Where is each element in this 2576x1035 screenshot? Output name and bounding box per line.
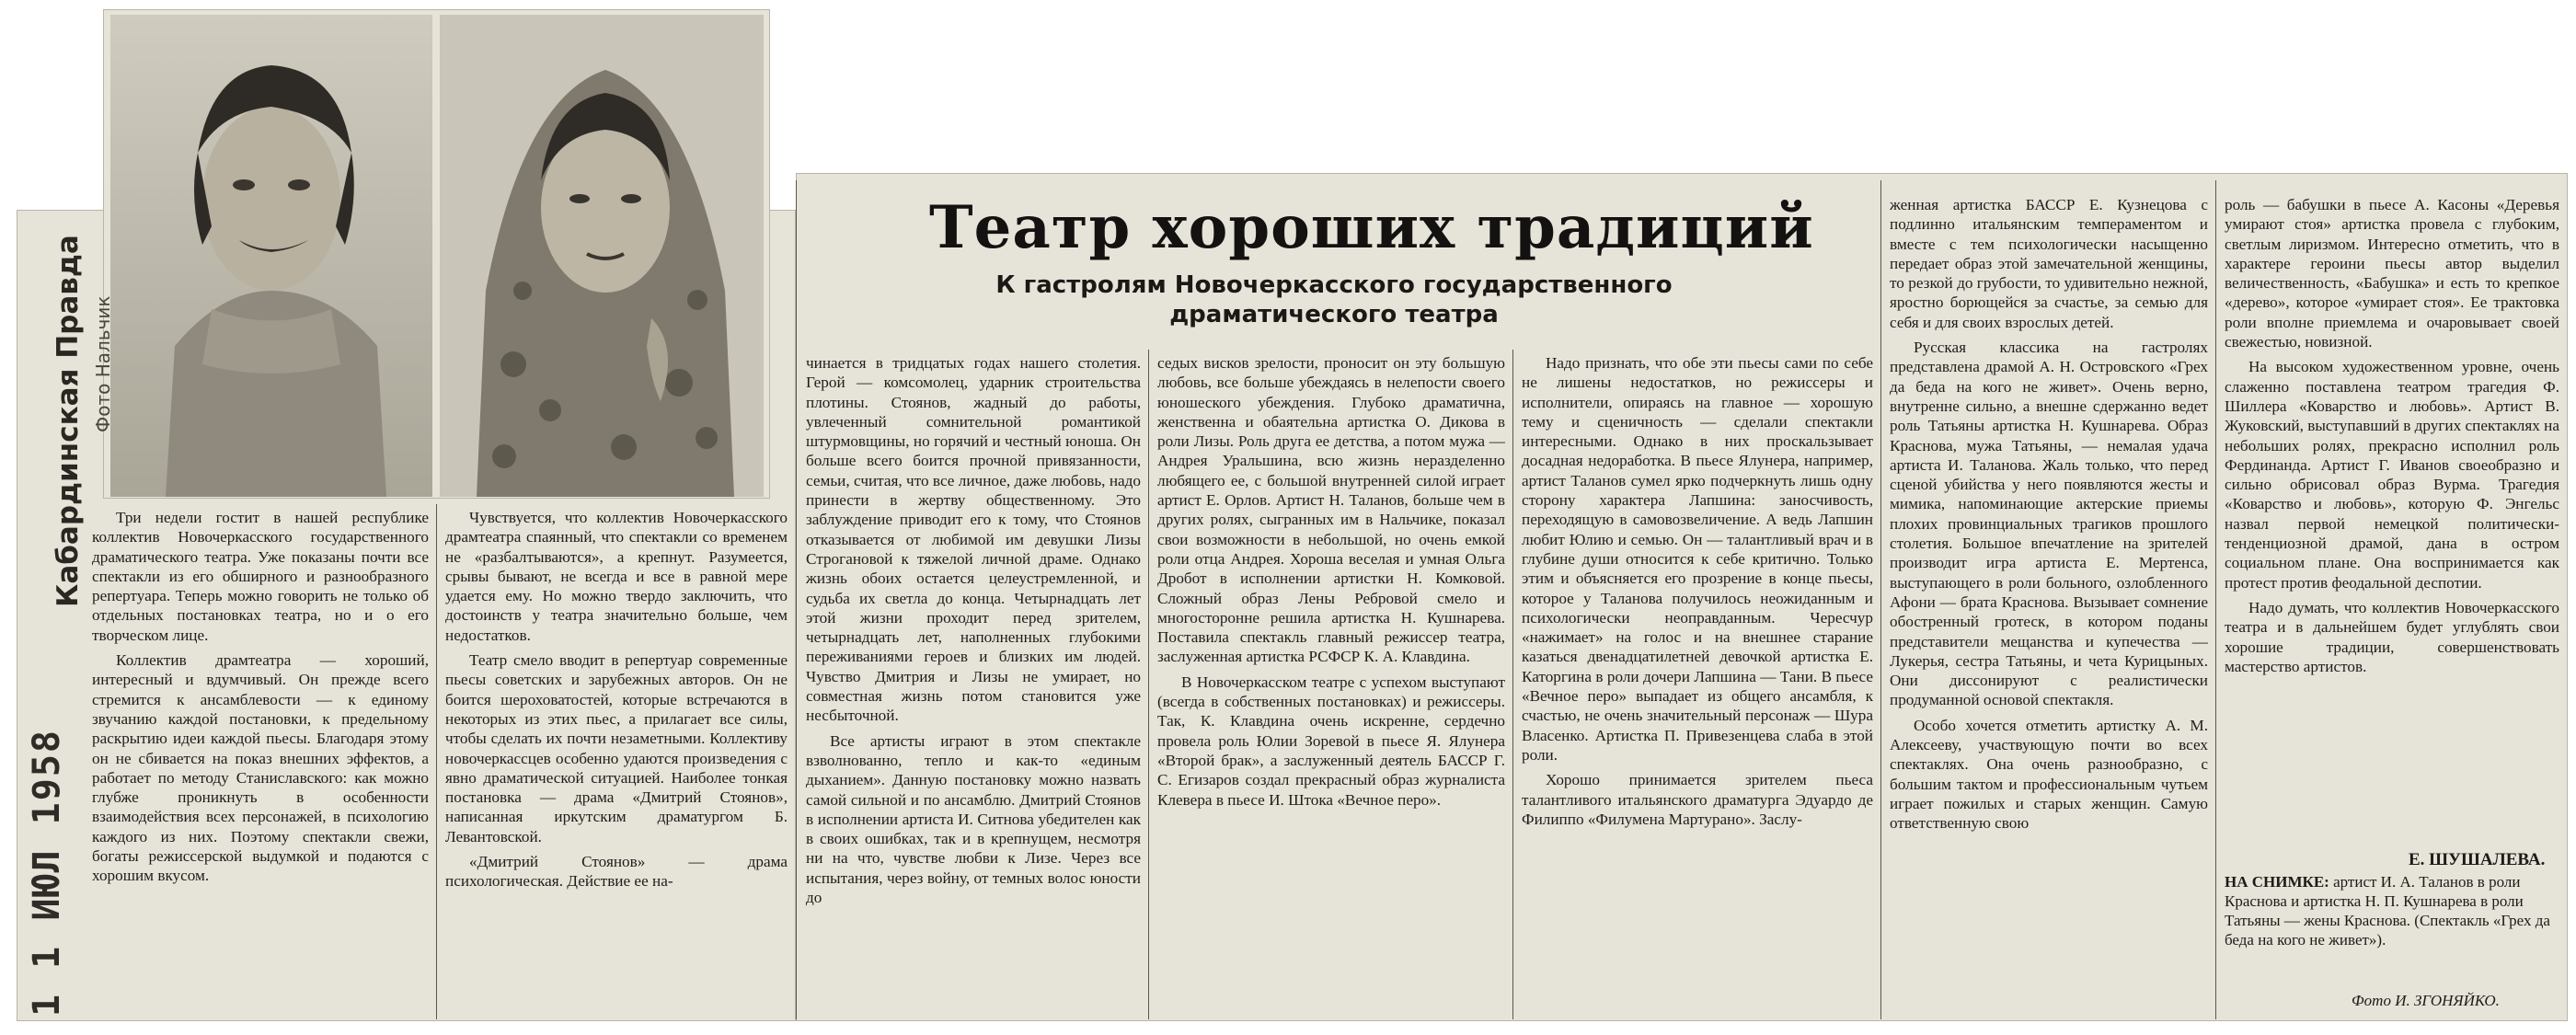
photo-credit: Фото И. ЗГОНЯЙКО.: [2352, 992, 2500, 1009]
paragraph: В Новочеркасском театре с успехом выступают (всегда в собственных постановках) и режиссеры. Так, К. Клавдина очень искренне, сердечно провела роль Юлии Зоревой в пьесе Я. Ялунера «Второй брак», а заслуженный деятель БАССР Г. С. Егизаров создал прекрасный образ журналиста Клевера в пьесе И. Штока «Вечное перо».: [1157, 673, 1505, 809]
photo-caption: [2225, 872, 2559, 949]
column-rule: [2215, 180, 2216, 1019]
paragraph: На высоком художественном уровне, очень слаженно поставлена театром трагедия Ф. Шиллера «Коварство и любовь». Артист В. Жуковский, выступавший в других спектаклях на небольших ролях, прекрасно исполнил роль Фердинанда. Артист Г. Иванов своеобразно и сильно обрисовал образ Вурма. Трагедия «Коварство и любовь», которую Ф. Энгельс назвал первой немецкой политически-тенденциозной драмой, дана в остром социальном плане. Она воспринимается как протест против феодальной деспотии.: [2225, 358, 2559, 592]
article-title: Театр хороших традиций: [929, 193, 1814, 262]
paragraph: Хорошо принимается зрителем пьеса талантливого итальянского драматурга Эдуардо де Филиппо «Филумена Мартурано». Заслу-: [1522, 771, 1873, 828]
article-subtitle: К гастролям Новочеркасского государственного драматического театра: [995, 271, 1673, 328]
author-signature: Е. ШУШАЛЕВА.: [2409, 850, 2546, 869]
paragraph: роль — бабушки в пьесе А. Касоны «Деревья умирают стоя» артистка провела с глубоким, светлым лиризмом. Интересно отметить, что в характере героини пьесы автор выделил величественность, «Бабушка» и есть то крепкое «дерево», которое «умирает стоя». Ее трактовка роли вполне приемлема и очаровывает своей свежестью, новизной.: [2225, 196, 2559, 351]
paragraph: «Дмитрий Стоянов» — драма психологическая. Действие ее на-: [445, 853, 788, 891]
paragraph: Особо хочется отметить артистку А. М. Алексееву, участвующую почти во всех спектаклях. Она очень разнообразно, с большим тактом и профессиональным чутьем играет пожилых и старых женщин. Самую ответственную свою: [1890, 716, 2208, 833]
paragraph: Все артисты играют в этом спектакле взволнованно, тепло и как-то «единым дыханием». Данную постановку можно назвать самой сильной и по ансамблю. Дмитрий Стоянов в исполнении артиста И. Ситнова убедителен как в своих ошибках, так и в крепнущем, несмотря ни на что, чувстве любви к Лизе. Через все испытания, через войну, от темных волос юности до: [806, 731, 1141, 907]
paragraph: Надо думать, что коллектив Новочеркасского театра и в дальнейшем будет углублять свои хорошие традиции, совершенствовать мастерство артистов.: [2225, 598, 2559, 675]
paragraph: Три недели гостит в нашей республике коллектив Новочеркасского государственного драматического театра. Уже показаны почти все спектакли из его обширного и разнообразного репертуара. Теперь можно говорить не только об отдельных постановках театра, но и о его творческом лице.: [92, 509, 429, 644]
paragraph: женная артистка БАССР Е. Кузнецова с подлинно итальянским темпераментом и вместе с тем психологически насыщенно передает образ этой замечательной женщины, то резкой до грубости, то удивительно нежной, яростно борющейся за счастье, за семью для себя и для своих взрослых детей.: [1890, 196, 2208, 331]
photo-author-vertical: Фото Нальчик: [92, 295, 114, 432]
date-stamp: 1 1 ИЮЛ 1958: [26, 729, 68, 1017]
column-rule: [796, 180, 797, 1019]
column-rule: [1512, 350, 1513, 1019]
caption-text: артист И. А. Таланов в роли Краснова и артистка Н. П. Кушнарева в роли Татьяны — жены Краснова. (Спектакль «Грех да беда на кого не живет»).: [2225, 873, 2550, 949]
newspaper-name: Кабардинская Правда: [52, 235, 85, 607]
paragraph: Чувствуется, что коллектив Новочеркасского драмтеатра спаянный, что спектакли со временем не «разбалтываются», а крепнут. Разумеется, срывы бывают, не всегда и все в равной мере удается ему. Но можно твердо заключить, что достоинств у театра значительно больше, чем недостатков.: [445, 509, 788, 644]
photo-actress: [440, 15, 764, 497]
article-column-5: [1522, 353, 1873, 1014]
paragraph: чинается в тридцатых годах нашего столетия. Герой — комсомолец, ударник строительства плотины. Стоянов, жадный до работы, увлеченный сомнительной романтикой штурмовщины, но горячий и честный юноша. Он больше всего боится прочной привязанности, семьи, считая, что все личное, даже любовь, надо принести в жертву общественному. Это заблуждение приводит его к тому, что Стоянов отказывается от любимой им девушки Лизы Строгановой к тяжелой личной драме. Однако жизнь обоих остается целеустремленной, и судьба их светла до конца. Четырнадцать лет этой жизни проходит перед зрителем, четырнадцать лет, наполненных глубокими переживаниями героев и близких им людей. Чувство Дмитрия и Лизы не умирает, но совместная жизнь потом становится уже несбыточной.: [806, 354, 1141, 725]
paragraph: Русская классика на гастролях представлена драмой А. Н. Островского «Грех да беда на кого не живет». Очень верно, внутренне сильно, а внешне сдержанно ведет роль Татьяны артистка Н. Кушнарева. Образ Краснова, мужа Татьяны, — немалая удача артиста И. Таланова. Жаль только, что перед сценой убийства у него появляются жесты и мимика, напоминающие актерские приемы плохих провинциальных трагиков прошлого столетия. Большое впечатление на зрителей производит игра артиста Е. Мертенса, выступающего в роли больного, озлобленного Афони — брата Краснова. Вызывает сомнение обостренный гротеск, в котором поданы представители мещанства и купечества — Лукерья, сестра Татьяны, и чета Курицыных. Они диссонируют с реалистически продуманной основой спектакля.: [1890, 339, 2208, 709]
column-rule: [1148, 350, 1149, 1019]
paragraph: седых висков зрелости, проносит он эту большую любовь, все больше убеждаясь в нелепости своего юношеского убеждения. Глубоко драматична, женственна и обаятельна артистка О. Дикова в роли Лизы. Роль друга ее детства, а потом мужа — Андрея Уральшина, всю жизнь неразделенно любящего ее, с большой внутренней силой играет артист Е. Орлов. Артист Н. Таланов, больше чем в других ролях, сыгранных им в Нальчике, показал свои возможности в небольшой, но очень емкой роли отца Андрея. Хороша веселая и умная Ольга Дробот в исполнении артистки Н. Комковой. Сложный образ Лены Ребровой смело и многосторонне решила артистка Н. Кушнарева. Поставила спектакль главный режиссер театра, заслуженная артистка РСФСР К. А. Клавдина.: [1157, 354, 1505, 666]
photo-actor: [110, 15, 432, 497]
article-column-6: [1890, 195, 2208, 1014]
article-column-3: [806, 353, 1141, 1014]
article-column-2: [445, 508, 788, 1014]
article-column-7: [2225, 195, 2559, 845]
column-rule: [1880, 180, 1881, 1019]
article-column-1: [92, 508, 429, 1014]
column-rule: [436, 504, 437, 1019]
caption-lead: НА СНИМКЕ:: [2225, 873, 2329, 891]
article-column-4: [1157, 353, 1505, 1014]
paragraph: Театр смело вводит в репертуар современные пьесы советских и зарубежных авторов. Он не боится шероховатостей, которые встречаются в некоторых из этих пьес, а прилагает все силы, чтобы сделать их почти незаметными. Коллективу новочеркассцев особенно удаются произведения с явно драматической ситуацией. Наиболее тонкая постановка — драма «Дмитрий Стоянов», написанная иркутским драматургом Б. Левантовской.: [445, 651, 788, 845]
paragraph: Коллектив драмтеатра — хороший, интересный и вдумчивый. Он прежде всего стремится к ансамблевости — к единому звучанию каждой постановки, к предельному раскрытию идеи каждой пьесы. Благодаря этому он не сбивается на показ внешних эффектов, а работает по методу Станиславского: как можно глубже проникнуть в особенности взаимодействия всех персонажей, в психологию каждого из них. Поэтому спектакли свежи, богаты режиссерской выдумкой и подаются с хорошим вкусом.: [92, 651, 429, 885]
paragraph: Надо признать, что обе эти пьесы сами по себе не лишены недостатков, но режиссеры и исполнители, опираясь на главное — хорошую тему и сценичность — сделали спектакли интересными. Однако в них проскальзывает досадная недоработка. В пьесе Ялунера, например, артист Таланов сумел ярко подчеркнуть лишь одну сторону характера Лапшина: заносчивость, переходящую в самовозвеличение. А ведь Лапшин любит Юлию и семью. Он — талантливый врач и в глубине души относится к себе критично. Только этим и объясняется его прозрение в конце пьесы, которое у Таланова получилось неожиданным и психологически неоправданным. Чересчур «нажимает» на голос и на внешнее старание казаться двенадцатилетней девочкой артистка Е. Каторгина в роли дочери Лапшина — Тани. В пьесе «Вечное перо» выпадает из общего ансамбля, к счастью, не очень значительный персонаж — Шура Власенко. Артистка П. Привезенцева слаба в этой роли.: [1522, 354, 1873, 764]
